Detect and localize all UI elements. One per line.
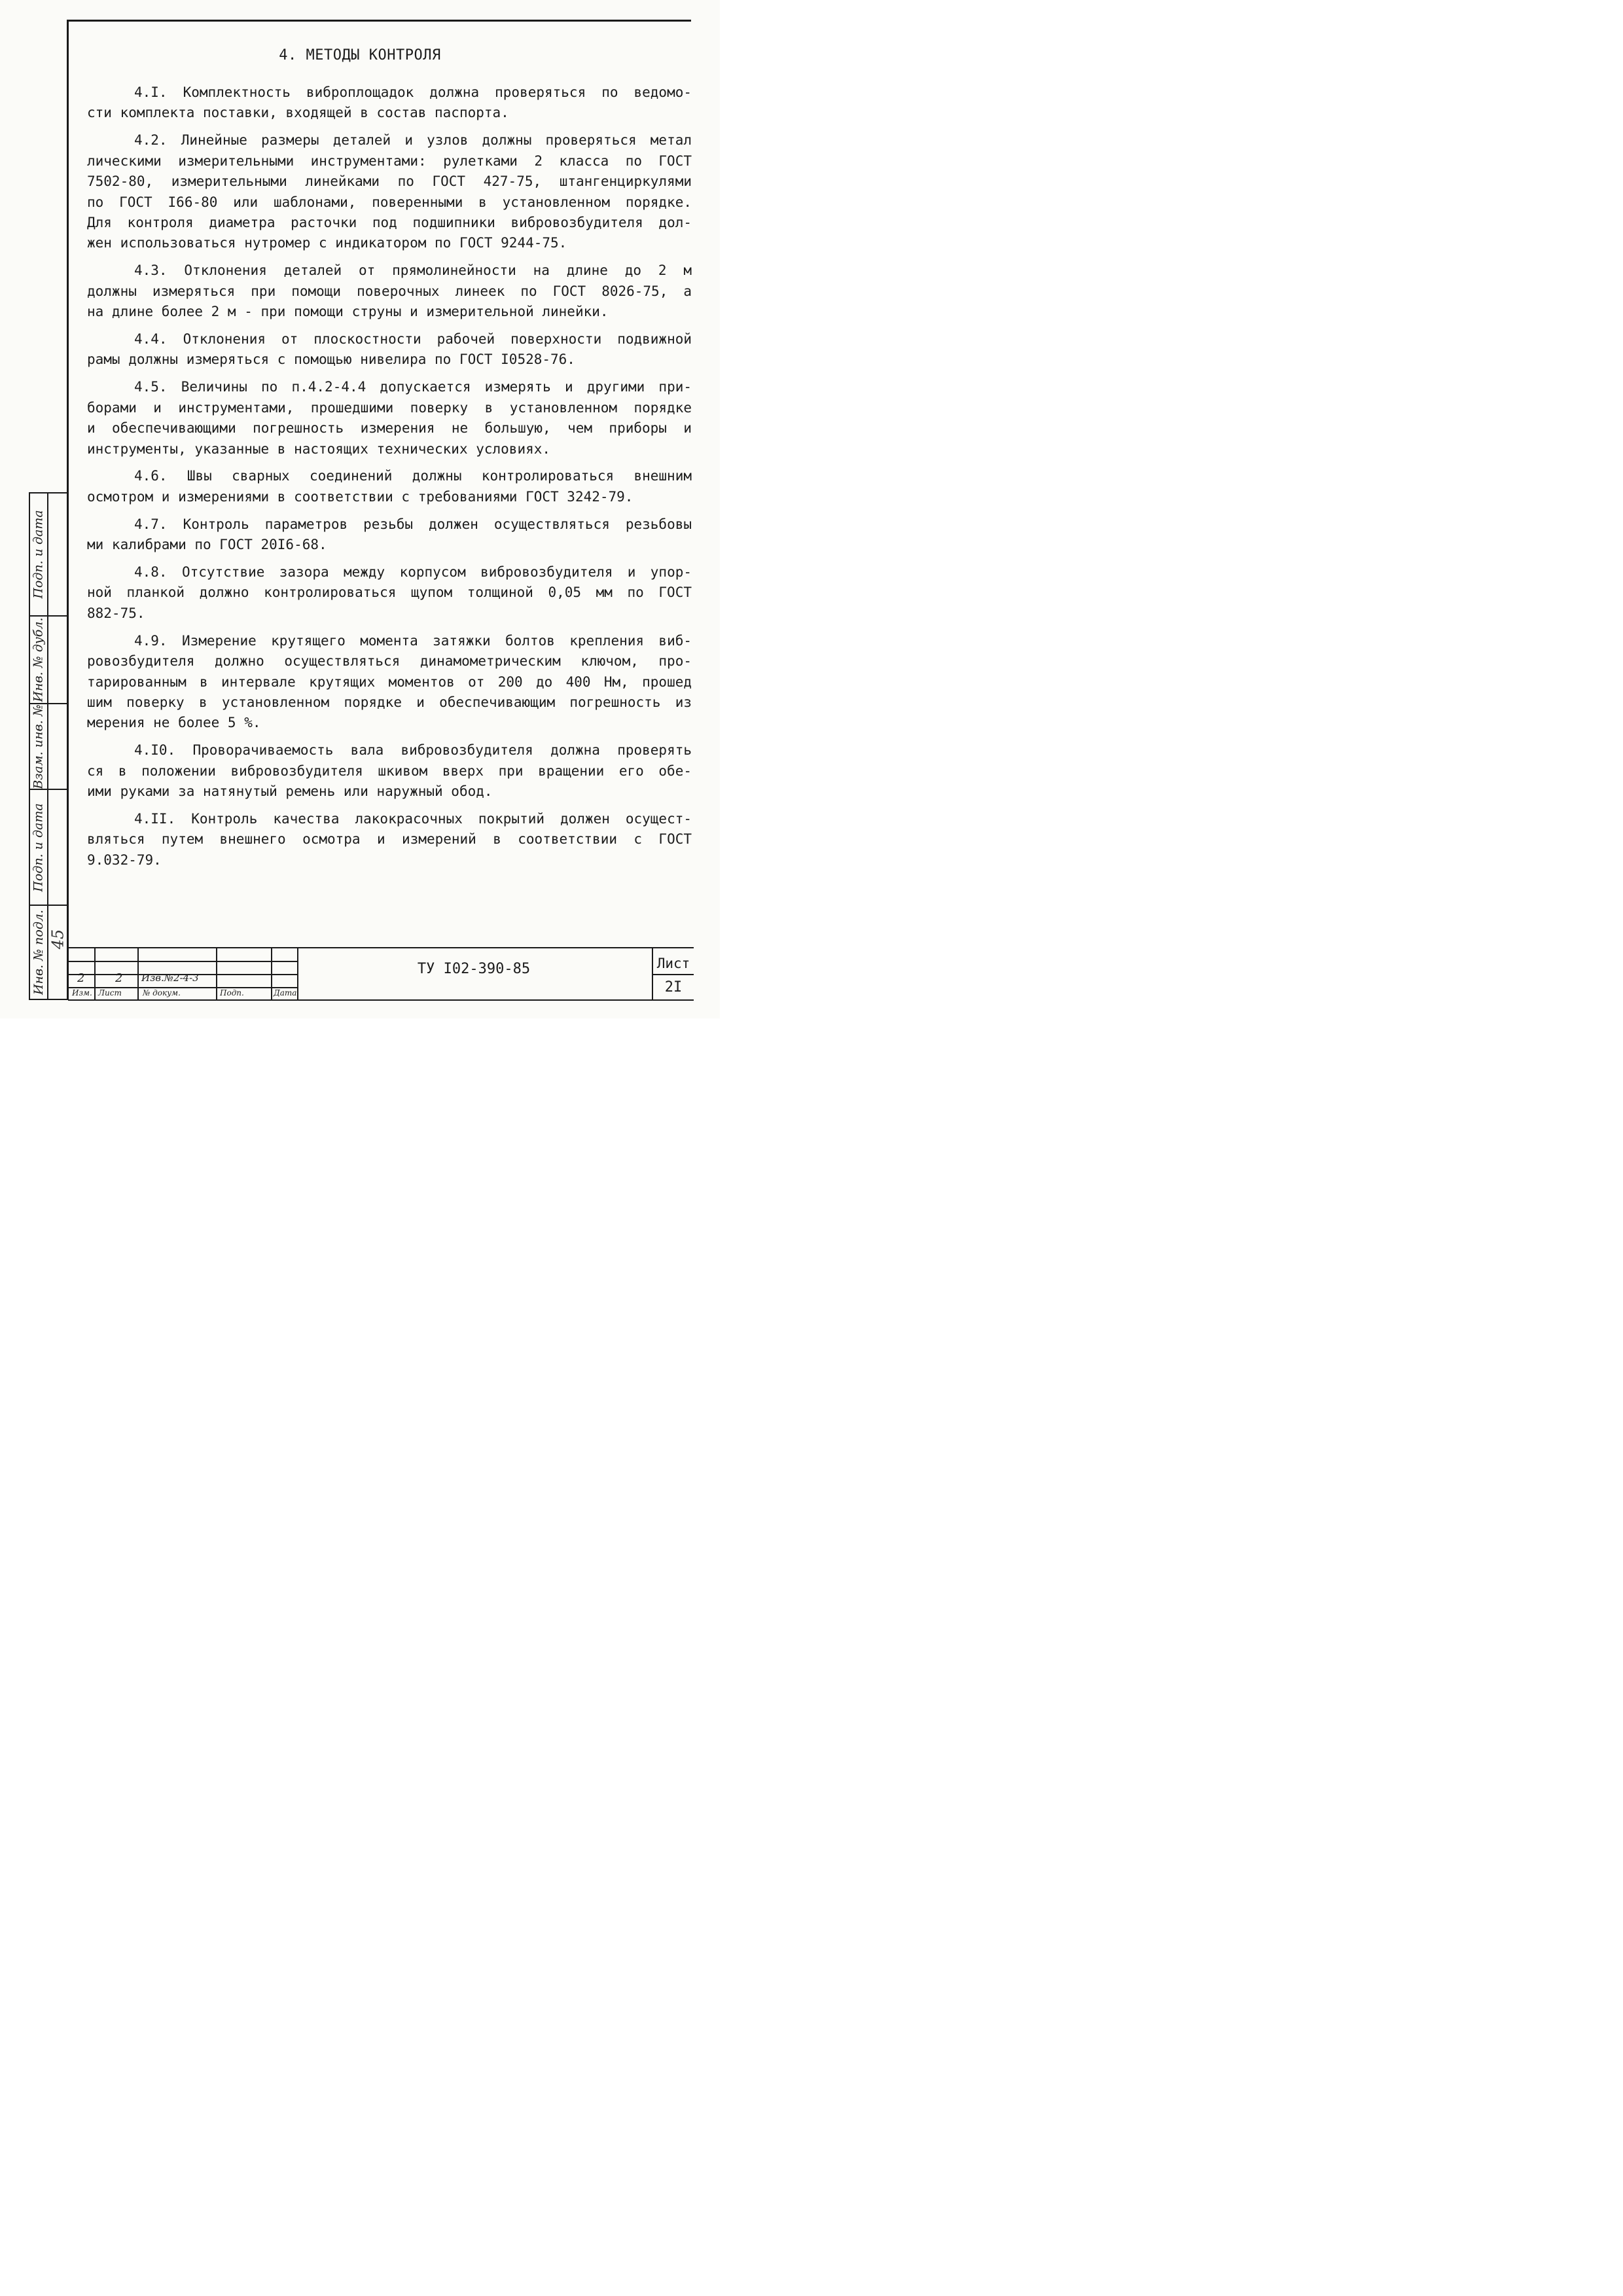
text-line: сти комплекта поставки, входящей в состав паспорта. <box>87 105 509 121</box>
text-line: ной планкой должно контролироваться щупом толщиной 0,05 мм по ГОСТ <box>87 584 692 601</box>
side-stamp-divider <box>47 492 48 1000</box>
text-line: по ГОСТ I66-80 или шаблонами, поверенными в установленном порядке. <box>87 194 692 210</box>
frame-left-border <box>67 20 69 1000</box>
text-line: инструменты, указанные в настоящих технических условиях. <box>87 440 551 457</box>
paragraph <box>87 130 692 253</box>
side-stamp-cell-podp-data-1 <box>30 493 47 615</box>
text-line: должны измеряться при помощи поверочных линеек по ГОСТ 8026-75, а <box>87 283 692 299</box>
title-block-row-line <box>652 974 694 975</box>
side-stamp-cell-inv-dubl <box>30 617 47 703</box>
text-line: 4.2. Линейные размеры деталей и узлов должны проверяться метал <box>134 132 692 149</box>
paragraph <box>87 466 692 507</box>
sheet-number: 2I <box>664 979 683 996</box>
text-line: осмотром и измерениями в соответствии с требованиями ГОСТ 3242-79. <box>87 488 633 505</box>
paragraph <box>87 329 692 370</box>
text-line: 4.6. Швы сварных соединений должны контролироваться внешним <box>134 468 692 484</box>
text-line: вляться путем внешнего осмотра и измерений в соответствии с ГОСТ <box>87 831 692 848</box>
text-line: 882-75. <box>87 605 145 621</box>
inv-podl-number: 45 <box>48 929 67 950</box>
side-stamp-cell-podp-data-2 <box>30 790 47 905</box>
text-line: 4.9. Измерение крутящего момента затяжки болтов крепления виб- <box>134 632 692 649</box>
frame-top-border <box>68 20 691 22</box>
signature-label: Подп. <box>220 988 244 997</box>
date-label: Дата <box>274 988 297 997</box>
inv-podl-value <box>50 916 65 962</box>
section-body <box>87 82 692 878</box>
text-line: 4.4. Отклонения от плоскостности рабочей поверхности подвижной <box>134 331 692 347</box>
paragraph <box>87 377 692 459</box>
side-stamp-cell-vzam-inv <box>30 704 47 789</box>
side-stamp-label: Инв. № дубл. <box>31 617 46 702</box>
title-block-top-border <box>68 947 694 948</box>
side-stamp-label: Взам. инв. № <box>31 704 46 789</box>
paragraph <box>87 809 692 870</box>
document-page <box>0 0 720 1018</box>
revision-number: 2 <box>77 971 85 985</box>
text-line: жен использоваться нутромер с индикатором по ГОСТ 9244-75. <box>87 235 567 251</box>
izm-label: Изм. <box>72 988 92 997</box>
text-line: 4.I. Комплектность виброплощадок должна проверяться по ведомо- <box>134 84 692 100</box>
paragraph <box>87 631 692 734</box>
list-label: Лист <box>98 988 122 997</box>
text-line: и обеспечивающими погрешность измерения не большую, чем приборы и <box>87 420 692 437</box>
text-line: 4.3. Отклонения деталей от прямолинейности на длине до 2 м <box>134 262 692 279</box>
text-line: Для контроля диаметра расточки под подшипники вибровозбудителя дол- <box>87 214 692 230</box>
paragraph <box>87 82 692 124</box>
text-line: 4.8. Отсутствие зазора между корпусом вибровозбудителя и упор- <box>134 564 692 581</box>
paragraph <box>87 740 692 802</box>
text-line: ими руками за натянутый ремень или наружный обод. <box>87 783 493 800</box>
text-line: шим поверку в установленном порядке и обеспечивающим погрешность из <box>87 694 692 710</box>
side-stamp-cell-inv-podl <box>30 906 47 999</box>
document-code: ТУ I02-390-85 <box>417 961 531 977</box>
revision-document: Изв.№2-4-3 <box>141 972 199 984</box>
text-line: лическими измерительными инструментами: рулетками 2 класса по ГОСТ <box>87 152 692 169</box>
side-stamp-label: Подп. и дата <box>31 802 46 892</box>
text-line: ми калибрами по ГОСТ 20I6-68. <box>87 537 327 553</box>
side-stamp-label: Подп. и дата <box>31 510 46 599</box>
text-line: 9.032-79. <box>87 852 162 868</box>
text-line: 4.7. Контроль параметров резьбы должен осуществляться резьбовы <box>134 516 692 532</box>
text-line: борами и инструментами, прошедшими поверку в установленном порядке <box>87 399 692 416</box>
text-line: ся в положении вибровозбудителя шкивом вверх при вращении его обе- <box>87 762 692 779</box>
text-line: 4.5. Величины по п.4.2-4.4 допускается измерять и другими при- <box>134 379 692 395</box>
text-line: тарированным в интервале крутящих моментов от 200 до 400 Нм, прошед <box>87 673 692 690</box>
paragraph <box>87 562 692 624</box>
title-block-bottom-border <box>68 999 694 1001</box>
side-stamp-label: Инв. № подл. <box>31 909 46 996</box>
text-line: рамы должны измеряться с помощью нивелира по ГОСТ I0528-76. <box>87 351 575 368</box>
text-line: 4.I0. Проворачиваемость вала вибровозбудителя должна проверять <box>134 742 692 759</box>
text-line: 7502-80, измерительными линейками по ГОСТ 427-75, штангенциркулями <box>87 173 692 190</box>
paragraph <box>87 260 692 322</box>
text-line: мерения не более 5 %. <box>87 715 261 731</box>
paragraph <box>87 514 692 556</box>
text-line: 4.II. Контроль качества лакокрасочных покрытий должен осущест- <box>134 811 692 827</box>
text-line: на длине более 2 м - при помощи струны и измерительной линейки. <box>87 304 609 320</box>
doc-number-label: № докум. <box>143 988 181 997</box>
revision-sheet: 2 <box>115 971 123 985</box>
text-line: ровозбудителя должно осуществляться динамометрическим ключом, про- <box>87 653 692 670</box>
sheet-label: Лист <box>656 956 690 971</box>
title-block-row-line <box>68 961 298 962</box>
section-heading: 4. МЕТОДЫ КОНТРОЛЯ <box>279 47 441 63</box>
